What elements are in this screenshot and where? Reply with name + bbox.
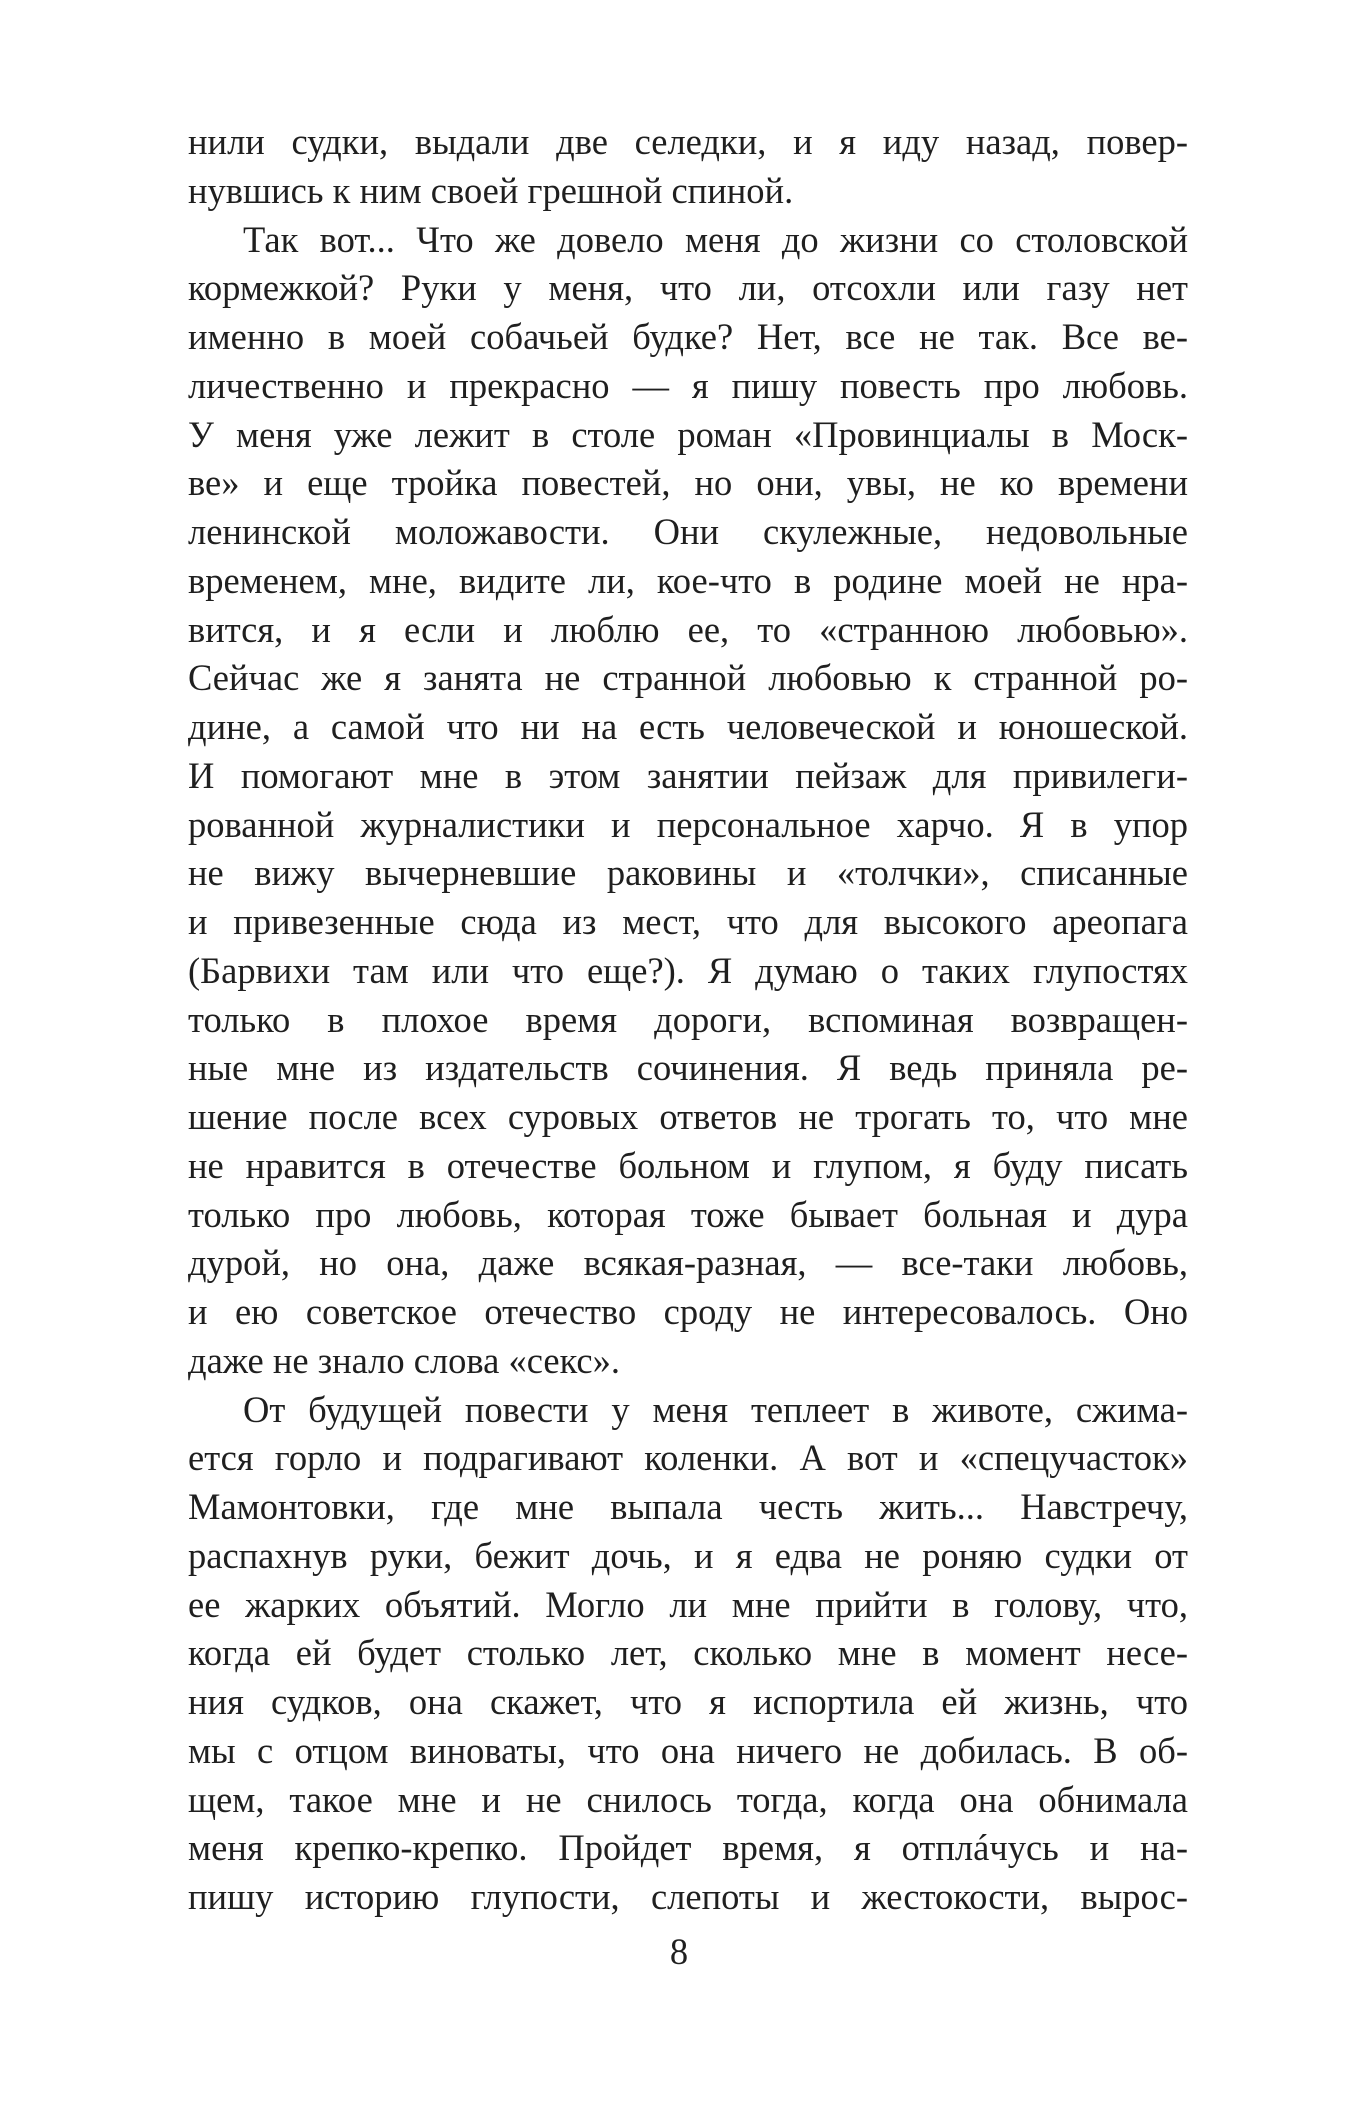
text-line: даже не знало слова «секс». — [188, 1339, 620, 1381]
text-line: нили судки, выдали две селедки, и я иду назад, повер- — [188, 121, 1188, 162]
text-line: дурой, но она, даже всякая-разная, — все-таки любовь, — [188, 1242, 1188, 1284]
text-line: ее жарких объятий. Могло ли мне прийти в голову, что, — [188, 1583, 1188, 1625]
text-line: только про любовь, которая тоже бывает больная и дура — [188, 1193, 1188, 1235]
text-line: распахнув руки, бежит дочь, и я едва не роняю судки от — [188, 1534, 1188, 1576]
text-line: нувшись к ним своей грешной спиной. — [188, 169, 794, 211]
text-line: кормежкой? Руки у меня, что ли, отсохли или газу нет — [188, 267, 1188, 309]
text-line: (Барвихи там или что еще?). Я думаю о таких глупостях — [188, 949, 1188, 991]
text-line: и привезенные сюда из мест, что для высокого ареопага — [188, 901, 1188, 942]
text-line: рованной журналистики и персональное харчо. Я в упор — [188, 803, 1188, 845]
text-line: шение после всех суровых ответов не трогать то, что мне — [188, 1096, 1188, 1137]
text-line: вится, и я если и люблю ее, то «странною любовью». — [188, 608, 1188, 650]
text-line: личественно и прекрасно — я пишу повесть про любовь. — [188, 364, 1188, 406]
text-line: Мамонтовки, где мне выпала честь жить... Навстречу, — [188, 1486, 1188, 1527]
page-number: 8 — [669, 1931, 689, 1972]
text-line: и ею советское отечество сроду не интересовалось. Оно — [188, 1291, 1188, 1332]
text-line: ве» и еще тройка повестей, но они, увы, не ко времени — [188, 462, 1188, 504]
text-line: ется горло и подрагивают коленки. А вот и «спецучасток» — [188, 1437, 1188, 1479]
text-line: мы с отцом виноваты, что она ничего не добилась. В об- — [188, 1729, 1188, 1771]
text-line: И помогают мне в этом занятии пейзаж для привилеги- — [188, 754, 1188, 796]
text-line: не вижу вычерневшие раковины и «толчки», списанные — [188, 852, 1188, 894]
text-line: не нравится в отечестве больном и глупом, я буду писать — [188, 1144, 1188, 1186]
text-line: дине, а самой что ни на есть человеческой и юношеской. — [188, 706, 1188, 747]
text-line: именно в моей собачьей будке? Нет, все не так. Все ве- — [188, 316, 1188, 357]
text-line: когда ей будет столько лет, сколько мне в момент несе- — [188, 1632, 1188, 1674]
body-text — [188, 118, 1188, 1922]
text-line: У меня уже лежит в столе роман «Провинциалы в Моск- — [188, 413, 1188, 455]
text-line: От будущей повести у меня теплеет в животе, сжима- — [243, 1388, 1188, 1430]
text-line: ные мне из издательств сочинения. Я ведь приняла ре- — [188, 1047, 1188, 1089]
text-line: щем, такое мне и не снилось тогда, когда она обнимала — [188, 1778, 1188, 1820]
text-line: только в плохое время дороги, вспоминая возвращен- — [188, 998, 1188, 1040]
text-line: Сейчас же я занята не странной любовью к странной ро- — [188, 657, 1188, 699]
text-line: ния судков, она скажет, что я испортила ей жизнь, что — [188, 1681, 1188, 1722]
text-line: временем, мне, видите ли, кое-что в родине моей не нра- — [188, 559, 1188, 601]
text-line: ленинской моложавости. Они скулежные, недовольные — [188, 511, 1188, 552]
text-line: пишу историю глупости, слепоты и жестокости, вырос- — [188, 1876, 1188, 1917]
text-line: Так вот... Что же довело меня до жизни со столовской — [243, 218, 1188, 260]
text-line: меня крепко-крепко. Пройдет время, я отплáчусь и на- — [188, 1827, 1188, 1869]
